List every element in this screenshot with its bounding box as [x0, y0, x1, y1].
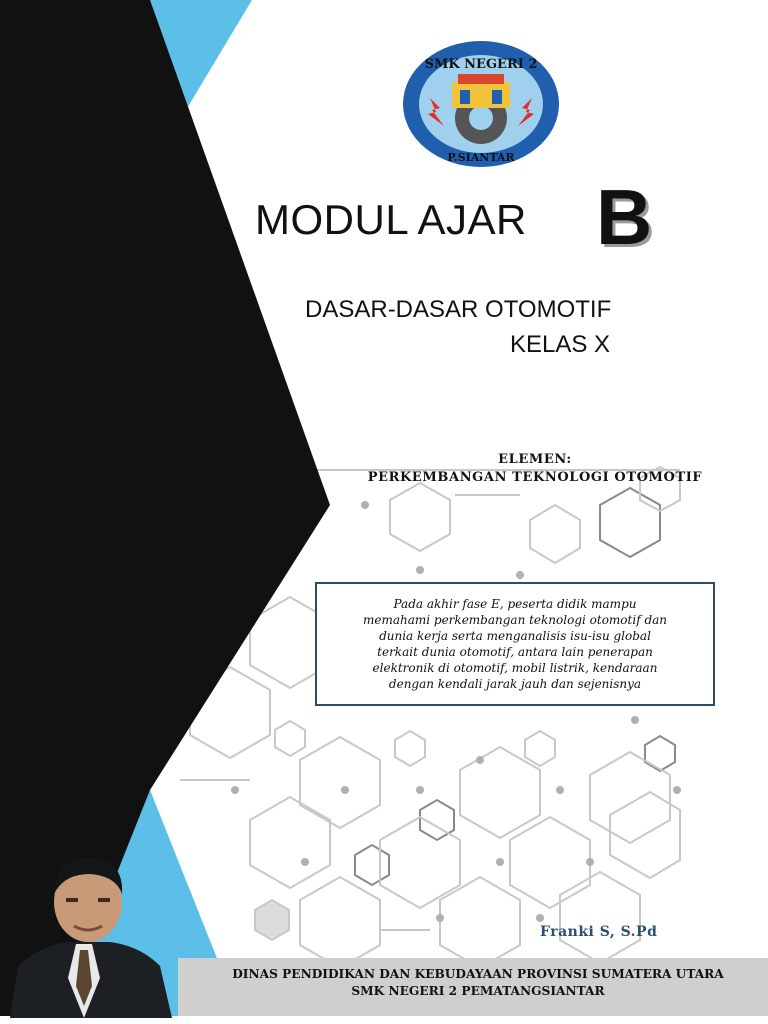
description-line: dengan kendali jarak jauh dan sejenisnya [388, 677, 642, 691]
learning-outcome-box [315, 582, 715, 706]
description-line: elektronik di otomotif, mobil listrik, kendaraan [372, 661, 658, 675]
logo-bottom-text: P.SIANTAR [447, 151, 515, 164]
footer-line-1: DINAS PENDIDIKAN DAN KEBUDAYAAN PROVINSI SUMATERA UTARA [232, 967, 724, 981]
class-level: KELAS X [510, 331, 611, 358]
module-title: MODUL AJAR [255, 196, 527, 243]
element-name: PERKEMBANGAN TEKNOLOGI OTOMOTIF [367, 470, 703, 485]
description-line: memahami perkembangan teknologi otomotif dan [362, 613, 668, 627]
description-line: terkait dunia otomotif, antara lain penerapan [377, 645, 653, 659]
logo-top-text: SMK NEGERI 2 [424, 57, 538, 72]
author-name: Franki S, S.Pd [540, 924, 658, 940]
description-line: Pada akhir fase E, peserta didik mampu [393, 597, 637, 611]
black-wedge [0, 0, 330, 790]
hexagon-dots [231, 501, 681, 922]
footer-line-2: SMK NEGERI 2 PEMATANGSIANTAR [351, 984, 605, 998]
description-line: dunia kerja serta menganalisis isu-isu global [379, 629, 651, 643]
subject-name: DASAR-DASAR OTOMOTIF [305, 296, 612, 323]
author-photo [0, 846, 178, 1018]
footer-institution [178, 966, 768, 1000]
element-label: ELEMEN: [498, 452, 572, 467]
module-letter: B [596, 173, 653, 261]
school-logo [400, 38, 562, 170]
element-heading [330, 452, 740, 485]
